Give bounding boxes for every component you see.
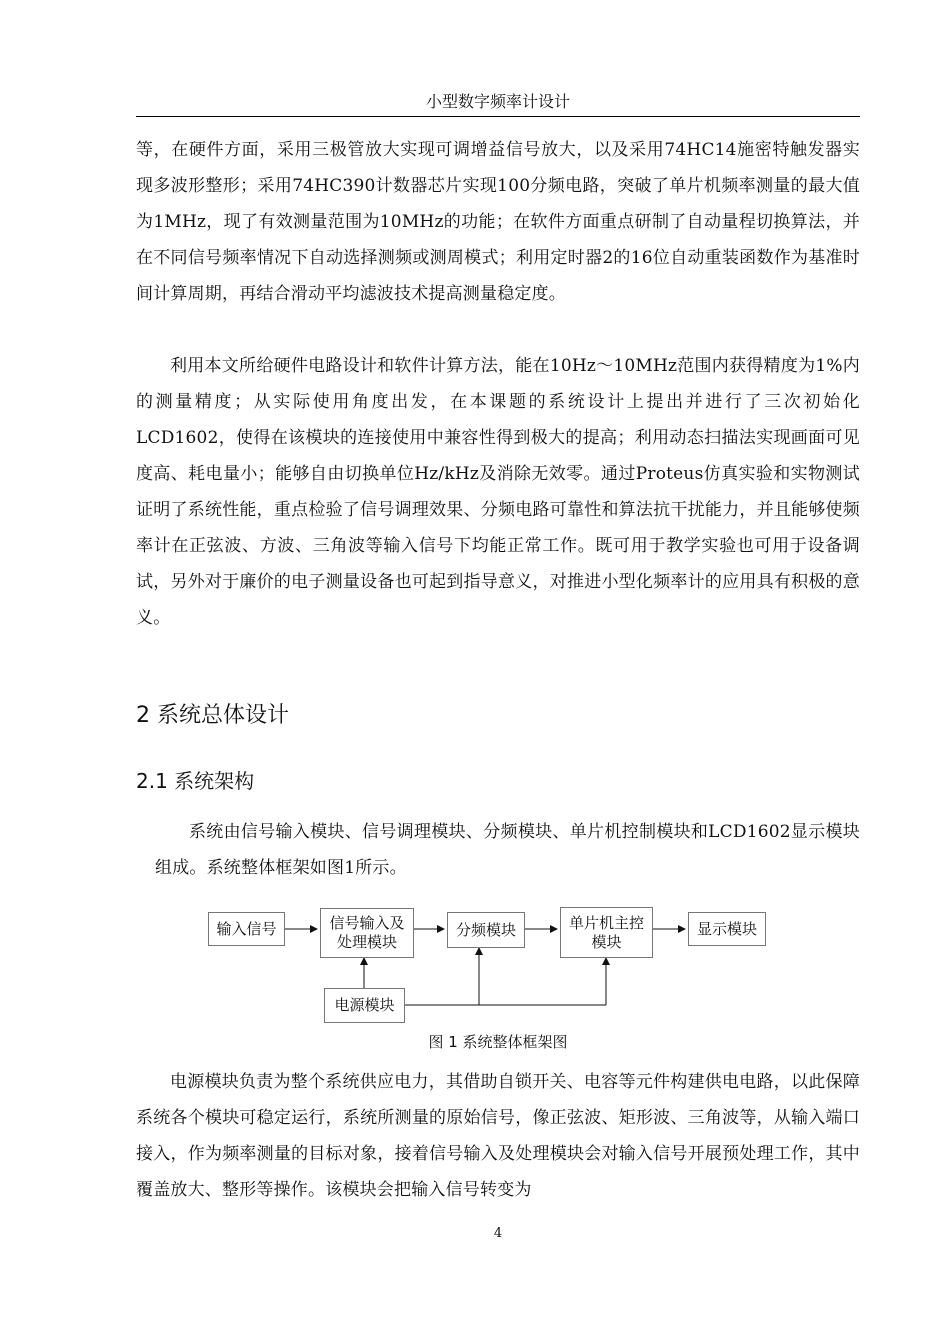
mcu-control-label-2: 模块 — [591, 932, 622, 951]
mcu-control-label-1: 单片机主控 — [568, 913, 644, 932]
paragraph-3: 系统由信号输入模块、信号调理模块、分频模块、单片机控制模块和LCD1602显示模块组成。系统整体框架如图1所示。 — [155, 822, 860, 878]
signal-processing-label-2: 处理模块 — [336, 933, 397, 951]
system-block-diagram — [196, 896, 776, 1032]
signal-processing-block — [320, 908, 414, 958]
paragraph-4: 电源模块负责为整个系统供应电力，其借助自锁开关、电容等元件构建供电电路，以此保障系统各个模块可稳定运行，系统所测量的原始信号，像正弦波、矩形波、三角波等，从输入端口接入，作为频率测量的目标对象，接着信号输入及处理模块会对输入信号开展预处理工作，其中覆盖放大、整形等操作。该模块会把输入信号转变为 — [136, 1072, 860, 1200]
mcu-control-block — [560, 907, 653, 958]
subsection-heading: 2.1 系统架构 — [136, 769, 255, 793]
input-signal-block: 输入信号 — [208, 912, 285, 946]
page-number: 4 — [493, 1226, 503, 1241]
page-header: 小型数字频率计设计 — [136, 88, 860, 117]
figure-caption: 图 1 系统整体框架图 — [428, 1033, 568, 1051]
section-heading: 2 系统总体设计 — [136, 703, 289, 728]
paragraph-1: 等，在硬件方面，采用三极管放大实现可调增益信号放大，以及采用74HC14施密特触发器实现多波形整形；采用74HC390计数器芯片实现100分频电路，突破了单片机频率测量的最大值为1MHz，现了有效测量范围为10MHz的功能；在软件方面重点研制了自动量程切换算法，并在不同信号频率情况下自动选择测频或测周模式；利用定时器2的16位自动重装函数作为基准时间计算周期，再结合滑动平均滤波技术提高测量稳定度。 — [136, 140, 860, 304]
display-block: 显示模块 — [688, 912, 766, 946]
signal-processing-label-1: 信号输入及 — [329, 914, 405, 932]
power-block: 电源模块 — [324, 988, 405, 1023]
paragraph-2: 利用本文所给硬件电路设计和软件计算方法，能在10Hz～10MHz范围内获得精度为1%内的测量精度；从实际使用角度出发，在本课题的系统设计上提出并进行了三次初始化LCD1602，使得在该模块的连接使用中兼容性得到极大的提高；利用动态扫描法实现画面可见度高、耗电量小；能够自由切换单位Hz/kHz及消除无效零。通过Proteus仿真实验和实物测试证明了系统性能，重点检验了信号调理效果、分频电路可靠性和算法抗干扰能力，并且能够使频率计在正弦波、方波、三角波等输入信号下均能正常工作。既可用于教学实验也可用于设备调试，另外对于廉价的电子测量设备也可起到指导意义，对推进小型化频率计的应用具有积极的意义。 — [136, 356, 860, 628]
frequency-divider-block: 分频模块 — [447, 912, 525, 948]
